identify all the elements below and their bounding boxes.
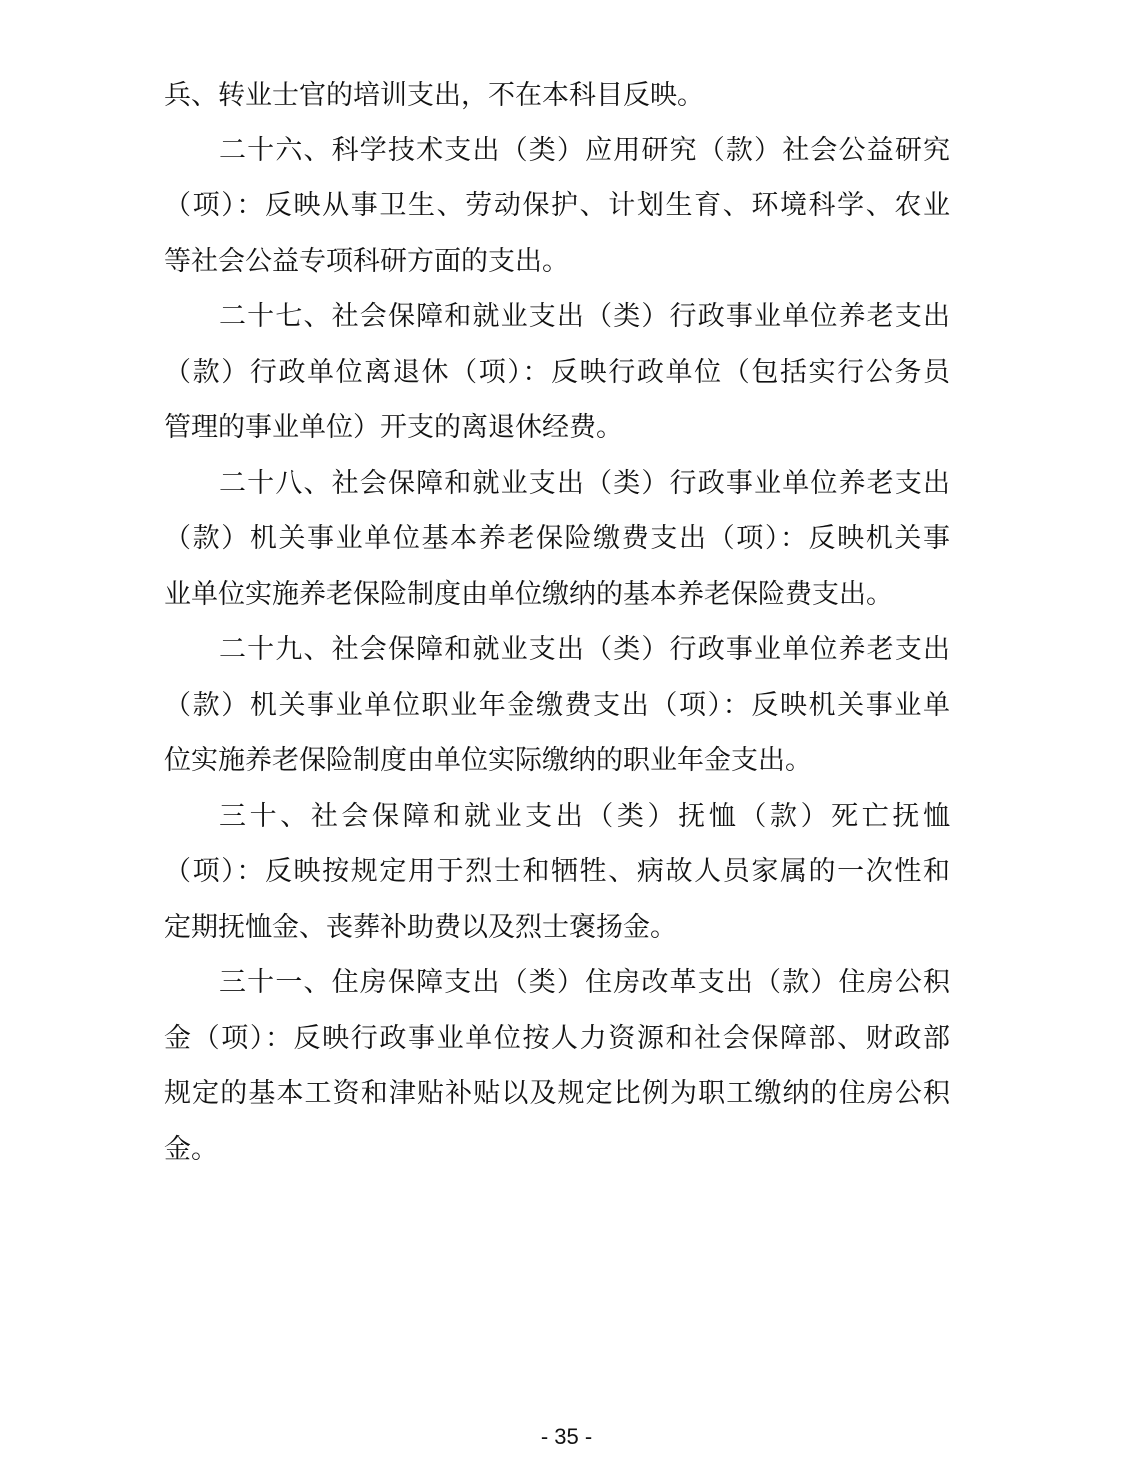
paragraph-line: 定期抚恤金、丧葬补助费以及烈士褒扬金。: [164, 912, 677, 943]
paragraph-line: 金（项）：反映行政事业单位按人力资源和社会保障部、财政部: [164, 1023, 950, 1054]
paragraph-line: （款）行政单位离退休（项）：反映行政单位（包括实行公务员: [164, 357, 950, 388]
paragraph-line: （款）机关事业单位职业年金缴费支出（项）：反映机关事业单: [164, 690, 950, 721]
page-number: - 35 -: [540, 1424, 593, 1449]
paragraph-line: 二十七、社会保障和就业支出（类）行政事业单位养老支出: [219, 301, 950, 332]
paragraph-line: 位实施养老保险制度由单位实际缴纳的职业年金支出。: [164, 745, 812, 776]
paragraph-line: （项）：反映从事卫生、劳动保护、计划生育、环境科学、农业: [164, 190, 950, 221]
paragraph-line: 三十、社会保障和就业支出（类）抚恤（款）死亡抚恤: [219, 801, 950, 832]
paragraph-line: 二十九、社会保障和就业支出（类）行政事业单位养老支出: [219, 634, 950, 665]
paragraph-line: 三十一、住房保障支出（类）住房改革支出（款）住房公积: [219, 967, 950, 998]
paragraph-line: 兵、转业士官的培训支出，不在本科目反映。: [164, 80, 704, 111]
paragraph-line: （项）：反映按规定用于烈士和牺牲、病故人员家属的一次性和: [164, 856, 950, 887]
paragraph-line: （款）机关事业单位基本养老保险缴费支出（项）：反映机关事: [164, 523, 950, 554]
paragraph-line: 金。: [164, 1134, 218, 1165]
paragraph-line: 规定的基本工资和津贴补贴以及规定比例为职工缴纳的住房公积: [164, 1078, 950, 1109]
paragraph-line: 业单位实施养老保险制度由单位缴纳的基本养老保险费支出。: [164, 579, 893, 610]
paragraph-line: 等社会公益专项科研方面的支出。: [164, 246, 569, 277]
paragraph-line: 二十八、社会保障和就业支出（类）行政事业单位养老支出: [219, 468, 950, 499]
paragraph-line: 管理的事业单位）开支的离退休经费。: [164, 412, 623, 443]
paragraph-line: 二十六、科学技术支出（类）应用研究（款）社会公益研究: [219, 135, 950, 166]
